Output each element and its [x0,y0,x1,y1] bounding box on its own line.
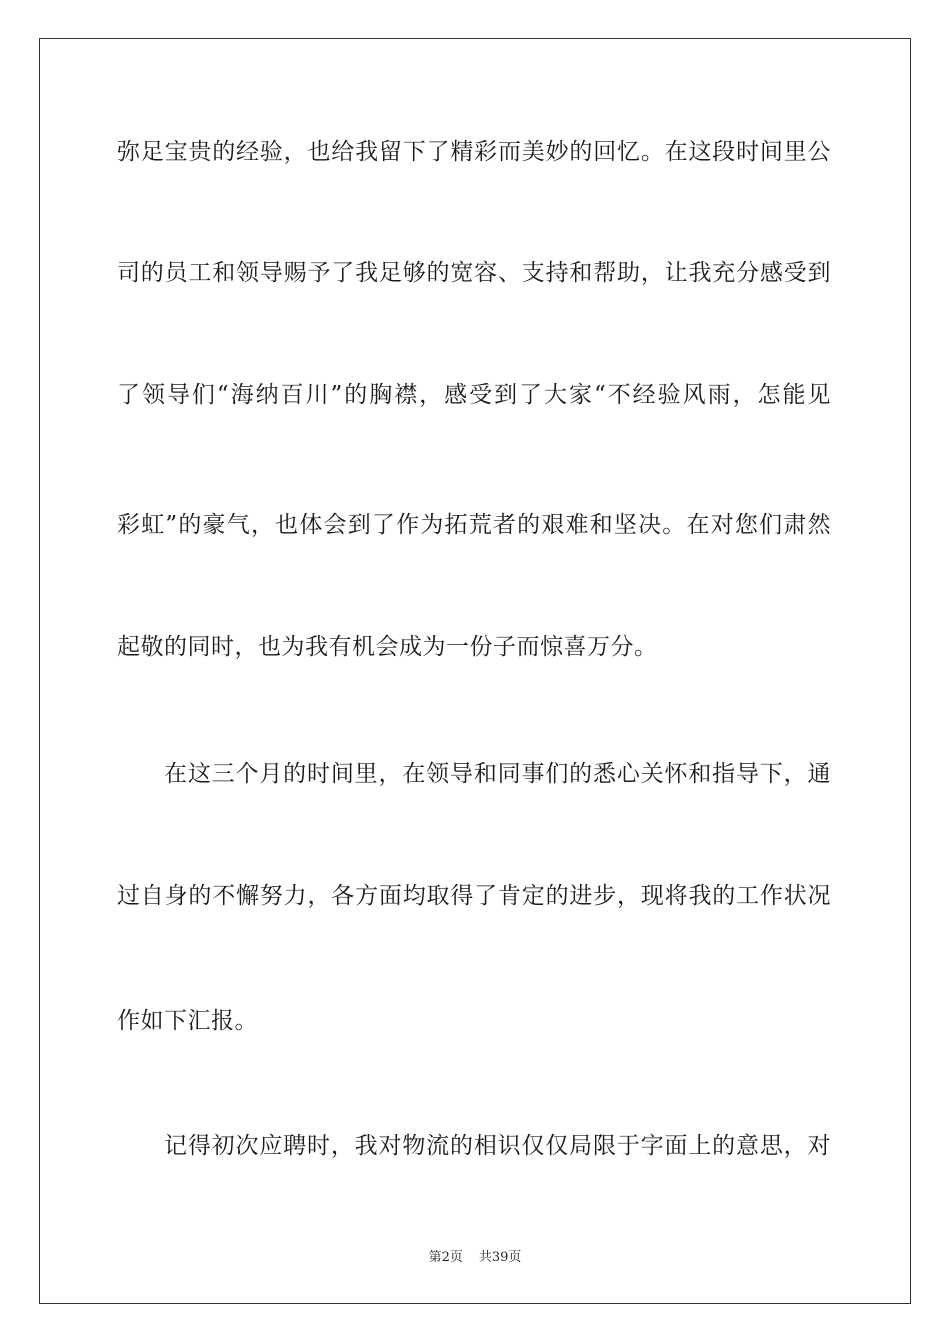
text-line-2: 司的员工和领导赐予了我足够的宽容、支持和帮助，让我充分感受到 [117,260,831,286]
page-frame [39,38,911,1304]
text-line-6: 在这三个月的时间里，在领导和同事们的悉心关怀和指导下，通 [164,761,831,787]
text-line-8: 作如下汇报。 [117,1008,258,1034]
page-number: 第2页 [428,1250,463,1265]
text-line-5: 起敬的同时，也为我有机会成为一份子而惊喜万分。 [117,634,658,660]
text-line-3: 了领导们“海纳百川”的胸襟，感受到了大家“不经验风雨，怎能见 [117,382,831,408]
text-line-1: 弥足宝贵的经验，也给我留下了精彩而美妙的回忆。在这段时间里公 [117,139,831,165]
text-line-9: 记得初次应聘时，我对物流的相识仅仅局限于字面上的意思，对 [164,1133,831,1159]
page-footer [0,1246,950,1265]
text-line-7: 过自身的不懈努力，各方面均取得了肯定的进步，现将我的工作状况 [117,883,831,909]
text-line-4: 彩虹”的豪气，也体会到了作为拓荒者的艰难和坚决。在对您们肃然 [117,512,831,538]
page-total: 共39页 [478,1250,522,1265]
